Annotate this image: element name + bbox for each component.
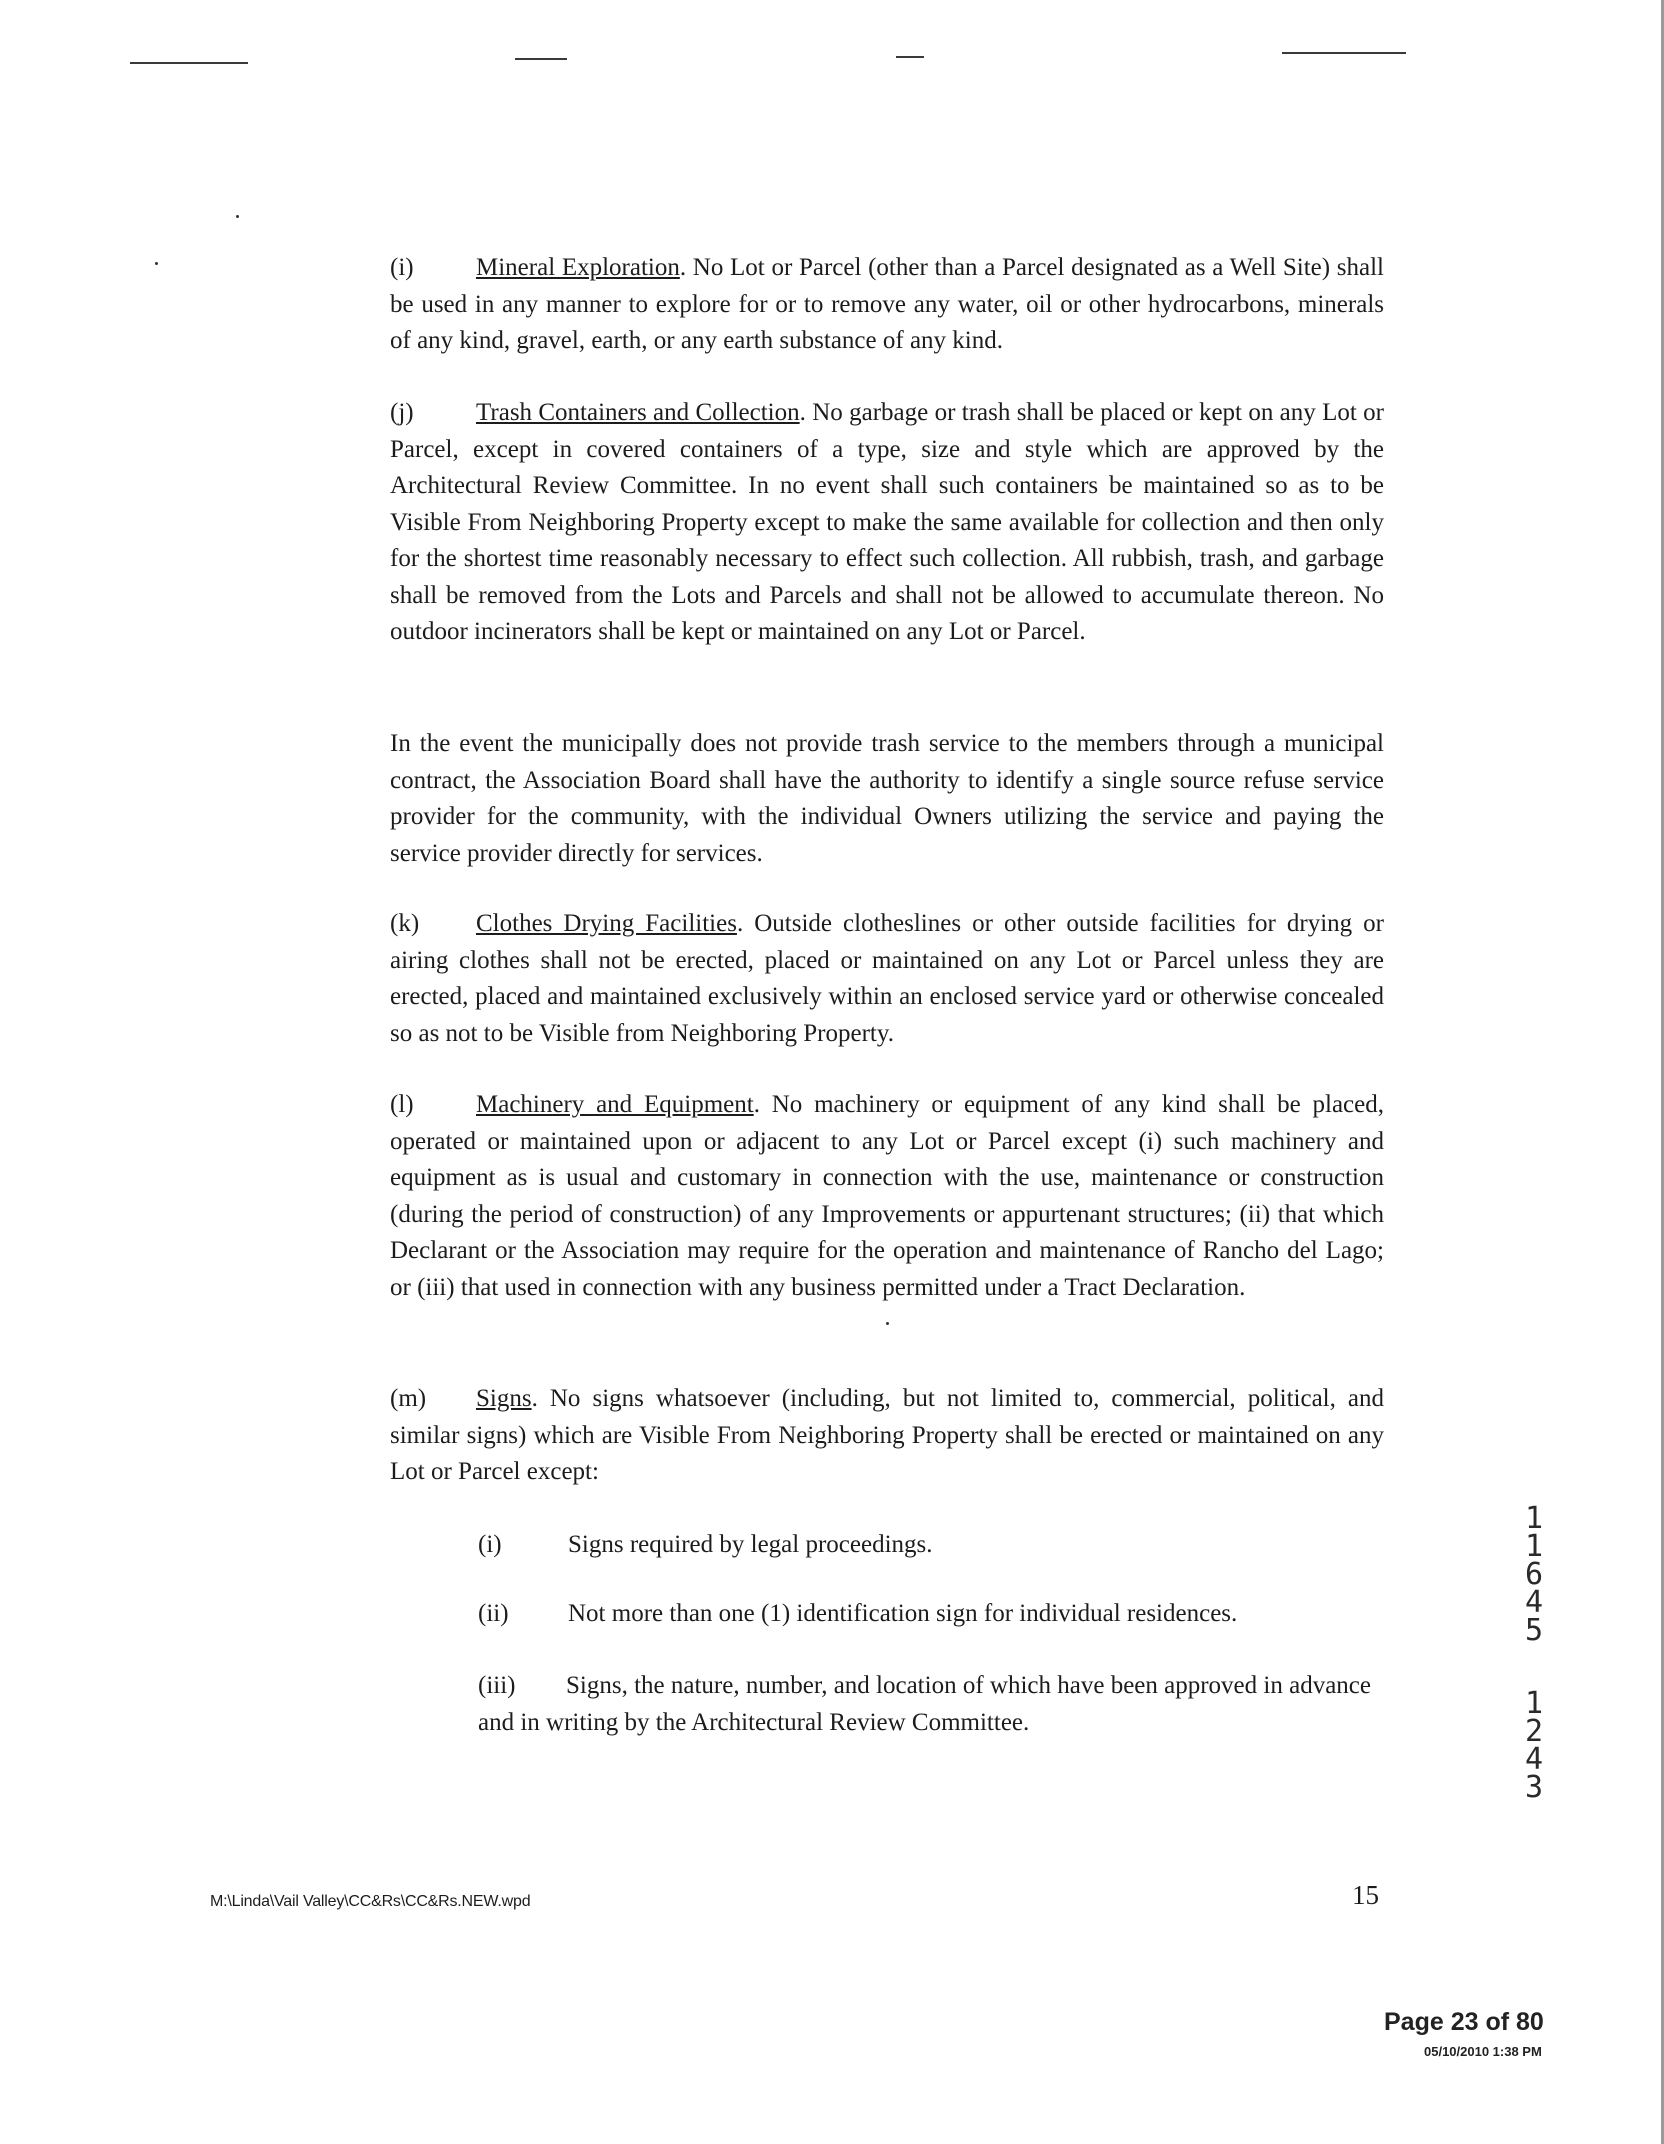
section-marker: (l) xyxy=(390,1091,414,1118)
section-signs xyxy=(300,1381,1384,1491)
section-trash-containers xyxy=(300,395,1384,651)
scan-rule xyxy=(515,58,567,60)
stamp-digit: 3 xyxy=(1524,1770,1544,1805)
footer-file-path: M:\Linda\Vail Valley\CC&Rs\CC&Rs.NEW.wpd xyxy=(210,1893,531,1910)
docket-number-stamp xyxy=(1514,1501,1554,1648)
stamp-digit: 1 xyxy=(1524,1529,1544,1564)
recording-page-label: Page 23 of 80 xyxy=(1384,2008,1544,2036)
list-text: Signs required by legal proceedings. xyxy=(568,1531,933,1558)
list-item xyxy=(390,1668,1384,1741)
list-item xyxy=(478,1527,1384,1564)
section-heading: Machinery and Equipment xyxy=(476,1091,754,1118)
list-text: Signs, the nature, number, and location of which have been approved in advance and in writing by the Architectural Review Committee. xyxy=(478,1672,1371,1736)
recording-timestamp: 05/10/2010 1:38 PM xyxy=(1424,2044,1542,2059)
section-heading: Trash Containers and Collection xyxy=(476,399,800,426)
scan-speck xyxy=(236,215,239,218)
section-marker: (j) xyxy=(390,399,414,426)
stamp-digit: 4 xyxy=(1524,1585,1544,1620)
section-mineral-exploration xyxy=(300,250,1384,360)
scan-rule xyxy=(1282,52,1406,54)
section-machinery-equipment xyxy=(300,1087,1384,1306)
page-number: 15 xyxy=(1352,1880,1379,1910)
section-clothes-drying xyxy=(300,906,1384,1052)
stamp-digit: 5 xyxy=(1524,1613,1544,1648)
list-item xyxy=(478,1596,1384,1633)
section-marker: (i) xyxy=(390,254,414,281)
section-heading: Signs xyxy=(476,1385,532,1412)
list-marker: (i) xyxy=(478,1531,502,1558)
list-marker: (iii) xyxy=(478,1672,516,1699)
scan-speck xyxy=(155,262,158,265)
paragraph-text: In the event the municipally does not provide trash service to the members through a municipal contract, the Association Board shall have the authority to identify a single source refuse service provider for the community, with the individual Owners utilizing the service and paying the service provider directly for services. xyxy=(390,730,1384,867)
section-marker: (k) xyxy=(390,910,420,937)
section-text: . No garbage or trash shall be placed or kept on any Lot or Parcel, except in covered containers of a type, size and style which are approved by the Architectural Review Committee. In no event shall such containers be maintained so as to be Visible From Neighboring Property except to make the same available for collection and then only for the shortest time reasonably necessary to effect such collection. All rubbish, trash, and garbage shall be removed from the Lots and Parcels and shall not be allowed to accumulate thereon. No outdoor incinerators shall be kept or maintained on any Lot or Parcel. xyxy=(390,399,1384,645)
scan-rule xyxy=(130,62,248,64)
scan-rule xyxy=(896,56,924,58)
section-text: . No signs whatsoever (including, but not limited to, commercial, political, and similar signs) which are Visible From Neighboring Property shall be erected or maintained on any Lot or Parcel except: xyxy=(390,1385,1384,1485)
list-marker: (ii) xyxy=(478,1600,509,1627)
section-heading: Clothes Drying Facilities xyxy=(476,910,737,937)
section-text: . No machinery or equipment of any kind shall be placed, operated or maintained upon or adjacent to any Lot or Parcel except (i) such machinery and equipment as is usual and customary in connection with the use, maintenance or construction (during the period of construction) of any Improvements or appurtenant structures; (ii) that which Declarant or the Association may require for the operation and maintenance of Rancho del Lago; or (iii) that used in connection with any business permitted under a Tract Declaration. xyxy=(390,1091,1384,1301)
section-text: . No Lot or Parcel (other than a Parcel designated as a Well Site) shall be used in any manner to explore for or to remove any water, oil or other hydrocarbons, minerals of any kind, gravel, earth, or any earth substance of any kind. xyxy=(390,254,1384,354)
list-text: Not more than one (1) identification sign for individual residences. xyxy=(568,1600,1238,1627)
section-marker: (m) xyxy=(390,1385,427,1412)
page-number-stamp xyxy=(1514,1686,1554,1805)
stamp-digit: 6 xyxy=(1524,1557,1544,1592)
section-text: . Outside clotheslines or other outside facilities for drying or airing clothes shall not be erected, placed or maintained on any Lot or Parcel unless they are erected, placed and maintained exclusively within an enclosed service yard or otherwise concealed so as not to be Visible from Neighboring Property. xyxy=(390,910,1384,1047)
scan-speck xyxy=(886,1322,889,1325)
section-heading: Mineral Exploration xyxy=(476,254,680,281)
stamp-digit: 4 xyxy=(1524,1742,1544,1777)
stamp-digit: 1 xyxy=(1524,1686,1544,1721)
stamp-digit: 2 xyxy=(1524,1714,1544,1749)
paragraph-trash-service xyxy=(300,726,1384,872)
stamp-digit: 1 xyxy=(1524,1501,1544,1536)
